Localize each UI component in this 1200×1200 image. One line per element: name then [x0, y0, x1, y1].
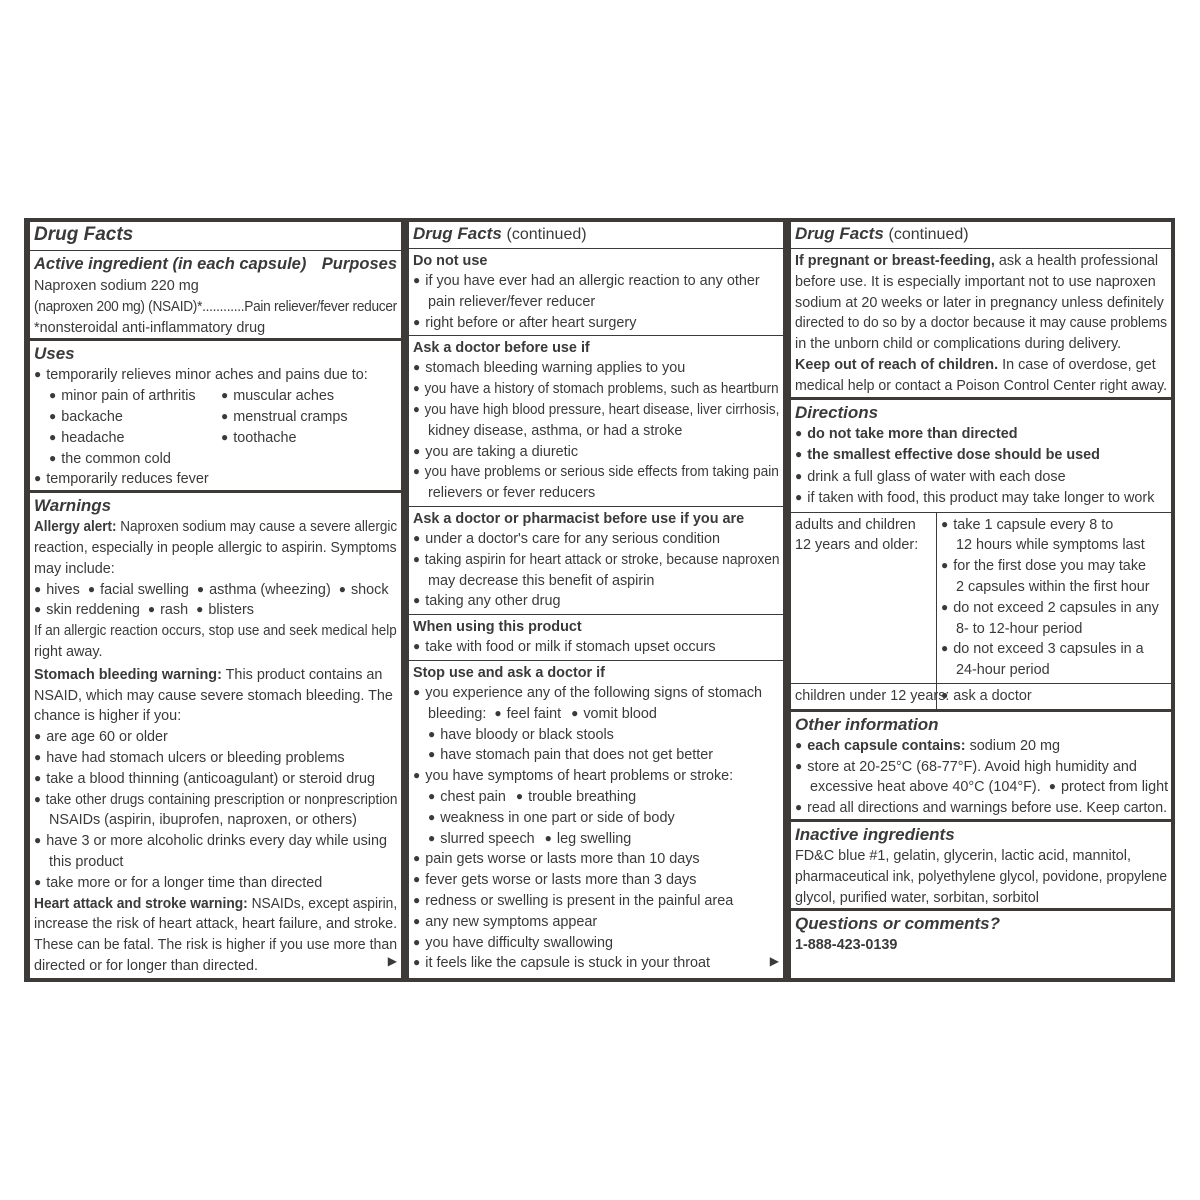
heart-line: These can be fatal. The risk is higher if you use more than [34, 937, 398, 954]
questions-title: Questions or comments? [795, 914, 1000, 934]
children-label: children under 12 years: [791, 684, 937, 709]
inactive-ingredients-list [795, 846, 1167, 908]
ask-doctor-item: ● you have problems or serious side effects from taking pain [413, 462, 779, 483]
continued-label: (continued) [506, 226, 587, 243]
allergy-text: Naproxen sodium may cause a severe allergic [116, 519, 398, 536]
stop-sub-line [413, 725, 779, 746]
ask-doctor-item: kidney disease, asthma, or had a stroke [428, 422, 683, 439]
drug-facts-column-1 [30, 222, 401, 978]
uses-cell [221, 428, 296, 449]
keep-out-label: Keep out of reach of children. [795, 356, 999, 373]
pregnancy-warning [795, 251, 1167, 355]
warnings-title: Warnings [34, 496, 112, 516]
when-using-list [413, 637, 779, 658]
other-capsule-contains: ● each capsule contains: sodium 20 mg [795, 736, 1167, 757]
drug-facts-column-2 [409, 222, 783, 978]
do-not-use-list [413, 271, 779, 333]
stop-bleeding-line [413, 704, 779, 725]
other-information-box [791, 712, 1171, 819]
stop-use-item: ● you experience any of the following signs of stomach [413, 683, 779, 704]
stomach-line: NSAID, which may cause severe stomach bleeding. The [34, 687, 393, 704]
stomach-bullet: ● have 3 or more alcoholic drinks every day while using [34, 831, 397, 852]
warnings-continued-box [409, 222, 783, 978]
adults-dosing-item: ● for the first dose you may take [941, 556, 1167, 577]
pregnancy-label: If pregnant or breast-feeding, [795, 253, 995, 269]
stop-use-list [413, 683, 779, 974]
stomach-bullet: ● take a blood thinning (anticoagulant) or steroid drug [34, 769, 397, 790]
pregnancy-box [791, 222, 1171, 397]
ask-doctor-item: ● you are taking a diuretic [413, 442, 779, 463]
directions-box [791, 400, 1171, 709]
stop-use-heading: Stop use and ask a doctor if [413, 664, 605, 681]
warnings-box [30, 493, 401, 978]
symptoms-row-2 [34, 600, 397, 621]
phone-number: 1-888-423-0139 [795, 937, 898, 954]
uses-row [34, 386, 397, 407]
heart-line: increase the risk of heart attack, heart failure, and stroke. [34, 916, 398, 933]
uses-item: ● menstrual cramps [221, 409, 348, 425]
drug-facts-title: Drug Facts [795, 224, 884, 243]
stomach-bullet: ● have had stomach ulcers or bleeding problems [34, 748, 397, 769]
uses-row [34, 449, 397, 470]
symptoms-row-1 [34, 580, 397, 601]
adults-dosing-list [937, 513, 1171, 683]
uses-item: ● minor pain of arthritis [49, 388, 196, 404]
stomach-line: chance is higher if you: [34, 708, 182, 725]
drug-facts-title: Drug Facts [34, 224, 134, 245]
ask-pharmacist-item: ● under a doctor's care for any serious condition [413, 529, 779, 550]
stop-use-item: ● redness or swelling is present in the painful area [413, 891, 779, 912]
stop-bleeding-items [494, 706, 657, 722]
uses-title: Uses [34, 344, 75, 364]
directions-item: ● the smallest effective dose should be used [795, 445, 1167, 467]
pregnancy-line: before use. It is especially important not to use naproxen [795, 273, 1156, 290]
stomach-line [34, 665, 397, 686]
purposes-heading: Purposes [321, 255, 397, 273]
allergy-line [34, 517, 397, 538]
do-not-use-item: ● if you have ever had an allergic reaction to any other [413, 271, 779, 292]
heart-symptom-row [413, 808, 779, 829]
when-using-item: ● take with food or milk if stomach upset occurs [413, 637, 779, 658]
drug-facts-column-3 [791, 222, 1171, 978]
stop-use-item: ● you have difficulty swallowing [413, 933, 779, 954]
symptom-item: ● skin reddening [34, 602, 140, 618]
uses-cell [49, 428, 221, 449]
keep-out-line: medical help or contact a Poison Control Center right away. [795, 377, 1168, 394]
adults-label-line: adults and children [795, 516, 916, 533]
stomach-bullet: ● take other drugs containing prescription or nonprescription [34, 790, 397, 811]
continue-arrow-icon: ▶ [387, 954, 397, 969]
uses-list [34, 386, 397, 469]
symptom-item: ● blisters [196, 602, 254, 618]
drug-facts-label [24, 218, 1175, 982]
ask-pharmacist-heading: Ask a doctor or pharmacist before use if you are [413, 510, 745, 527]
stomach-label: Stomach bleeding warning: [34, 666, 222, 683]
ask-doctor-item: ● stomach bleeding warning applies to you [413, 358, 779, 379]
allergy-after [34, 621, 397, 663]
ai-ingredient: (naproxen 200 mg) (NSAID)* [34, 298, 203, 315]
allergy-line: reaction, especially in people allergic to aspirin. Symptoms [34, 539, 397, 556]
heart-symptom-row [413, 787, 779, 808]
inactive-line: FD&C blue #1, gelatin, glycerin, lactic acid, mannitol, [795, 847, 1131, 864]
allergy-alert [34, 517, 397, 579]
adults-dosing-item: 8- to 12-hour period [956, 620, 1083, 637]
ask-pharmacist-item: may decrease this benefit of aspirin [428, 572, 655, 589]
uses-last: ● temporarily reduces fever [34, 469, 397, 490]
stop-bleeding-item: ● vomit blood [571, 706, 657, 722]
pregnancy-line: sodium at 20 weeks or later in pregnancy unless definitely [795, 294, 1164, 311]
do-not-use-heading: Do not use [413, 253, 488, 269]
continue-arrow-icon: ▶ [769, 954, 779, 969]
stomach-text: This product contains an [221, 666, 383, 683]
adults-dosing-item: ● take 1 capsule every 8 to [941, 515, 1167, 536]
directions-list [795, 424, 1167, 510]
uses-box [30, 341, 401, 490]
stomach-bullet: NSAIDs (aspirin, ibuprofen, naproxen, or others) [49, 812, 357, 829]
ai-line-1: Naproxen sodium 220 mg [34, 278, 199, 294]
stomach-bleeding-warning [34, 665, 397, 727]
pregnancy-line: directed to do so by a doctor because it may cause problems [795, 315, 1168, 332]
ask-doctor-list [413, 358, 779, 504]
uses-cell [49, 407, 221, 428]
ask-pharmacist-item: ● taking aspirin for heart attack or stroke, because naproxen [413, 550, 779, 571]
when-using-heading: When using this product [413, 619, 582, 636]
uses-cell [221, 407, 348, 428]
ask-doctor-heading: Ask a doctor before use if [413, 340, 590, 357]
stop-sub-item: ● have bloody or black stools [428, 727, 614, 743]
allergy-after-line: If an allergic reaction occurs, stop use and seek medical help [34, 623, 397, 640]
adults-dosing-item: ● do not exceed 3 capsules in a [941, 639, 1167, 660]
continued-label: (continued) [888, 226, 969, 243]
stop-sub-item: ● have stomach pain that does not get better [428, 747, 713, 763]
children-dosing: ● ask a doctor [941, 688, 1032, 704]
active-ingredient-heading: Active ingredient (in each capsule) [34, 255, 307, 273]
uses-item: ● headache [49, 430, 124, 446]
uses-item: ● the common cold [49, 451, 171, 467]
other-information-title: Other information [795, 714, 939, 734]
uses-cell [221, 386, 334, 407]
heart-symptom-item: ● chest pain [428, 789, 506, 805]
other-store-line-1: ● store at 20-25°C (68-77°F). Avoid high humidity and [795, 757, 1167, 778]
adults-dosing-item: 2 capsules within the first hour [956, 578, 1150, 595]
other-read-directions: ● read all directions and warnings before use. Keep carton. [795, 798, 1167, 819]
stomach-bleeding-list [34, 727, 397, 893]
adults-label-line: 12 years and older: [795, 537, 919, 554]
ask-pharmacist-item: ● taking any other drug [413, 591, 779, 612]
uses-row [34, 428, 397, 449]
symptom-item: ● rash [148, 602, 188, 618]
symptom-item: ● asthma (wheezing) [197, 582, 331, 598]
active-ingredient-box [30, 222, 401, 338]
directions-item: ● drink a full glass of water with each dose [795, 467, 1167, 489]
inactive-line: pharmaceutical ink, polyethylene glycol, povidone, propylene [795, 868, 1168, 885]
heart-attack-warning [34, 894, 397, 977]
questions-box [791, 911, 1171, 978]
uses-cell [49, 449, 221, 470]
stop-use-item: ● pain gets worse or lasts more than 10 days [413, 849, 779, 870]
adults-label [791, 513, 937, 683]
keep-out-text: In case of overdose, get [998, 356, 1156, 373]
other-store-line-2: excessive heat above 40°C (104°F). ● protect from light [795, 777, 1167, 798]
adults-dosing-item: 24-hour period [956, 662, 1050, 679]
uses-item: ● toothache [221, 430, 296, 446]
inactive-line: glycol, purified water, sorbitan, sorbitol [795, 889, 1039, 906]
pregnancy-text: ask a health professional [994, 253, 1159, 269]
stop-use-item: ● any new symptoms appear [413, 912, 779, 933]
directions-title: Directions [795, 402, 879, 422]
uses-item: ● backache [49, 409, 123, 425]
uses-item: ● muscular aches [221, 388, 334, 404]
symptom-item: ● shock [339, 582, 389, 598]
stomach-bullet: ● take more or for a longer time than directed [34, 873, 397, 894]
ask-doctor-item: ● you have high blood pressure, heart disease, liver cirrhosis, [413, 400, 779, 421]
ask-pharmacist-list [413, 529, 779, 612]
heart-symptom-item: ● slurred speech [428, 831, 535, 847]
ai-footnote: *nonsteroidal anti-inflammatory drug [34, 319, 266, 336]
directions-adults-row [791, 512, 1171, 683]
stop-sub-line [413, 745, 779, 766]
heart-symptom-item: ● weakness in one part or side of body [428, 810, 675, 826]
keep-out-of-reach [795, 355, 1167, 397]
drug-facts-title: Drug Facts [413, 224, 502, 243]
inactive-ingredients-title: Inactive ingredients [795, 824, 955, 844]
uses-cell [49, 386, 221, 407]
allergy-line: may include: [34, 560, 115, 577]
do-not-use-item: ● right before or after heart surgery [413, 313, 779, 334]
heart-symptom-row [413, 829, 779, 850]
pregnancy-line: in the unborn child or complications during delivery. [795, 336, 1122, 353]
heart-symptom-item: ● trouble breathing [516, 789, 636, 805]
stomach-bullet: this product [49, 853, 124, 870]
symptom-item: ● hives [34, 582, 80, 598]
stop-use-item: ● it feels like the capsule is stuck in your throat [413, 953, 779, 974]
heart-label: Heart attack and stroke warning: [34, 895, 248, 912]
stop-use-item: ● you have symptoms of heart problems or stroke: [413, 766, 779, 787]
ai-purpose: Pain reliever/fever reducer [244, 298, 397, 315]
inactive-ingredients-box [791, 822, 1171, 908]
ask-doctor-item: ● you have a history of stomach problems, such as heartburn [413, 379, 779, 400]
keep-out-line [795, 355, 1167, 376]
pregnancy-line [795, 251, 1167, 272]
uses-intro: ● temporarily relieves minor aches and pains due to: [34, 365, 397, 386]
heart-symptom-item: ● leg swelling [545, 831, 632, 847]
adults-dosing-item: 12 hours while symptoms last [956, 537, 1145, 554]
directions-item: ● do not take more than directed [795, 424, 1167, 446]
do-not-use-item: pain reliever/fever reducer [428, 293, 596, 310]
adults-dosing-item: ● do not exceed 2 capsules in any [941, 598, 1167, 619]
uses-row [34, 407, 397, 428]
stop-bleeding-label: bleeding: [428, 705, 487, 722]
heart-line [34, 894, 397, 915]
stomach-bullet: ● are age 60 or older [34, 727, 397, 748]
symptom-item: ● facial swelling [88, 582, 189, 598]
directions-children-row [791, 683, 1171, 709]
heart-line: directed or for longer than directed. [34, 957, 258, 974]
ai-line-2 [34, 297, 397, 318]
heart-text: NSAIDs, except aspirin, [247, 895, 398, 912]
allergy-after-line: right away. [34, 643, 103, 660]
stop-use-item: ● fever gets worse or lasts more than 3 days [413, 870, 779, 891]
ask-doctor-item: relievers or fever reducers [428, 485, 596, 502]
directions-item: ● if taken with food, this product may take longer to work [795, 488, 1167, 510]
ai-dots: ............ [202, 298, 245, 315]
stop-bleeding-item: ● feel faint [494, 706, 561, 722]
allergy-label: Allergy alert: [34, 519, 117, 536]
